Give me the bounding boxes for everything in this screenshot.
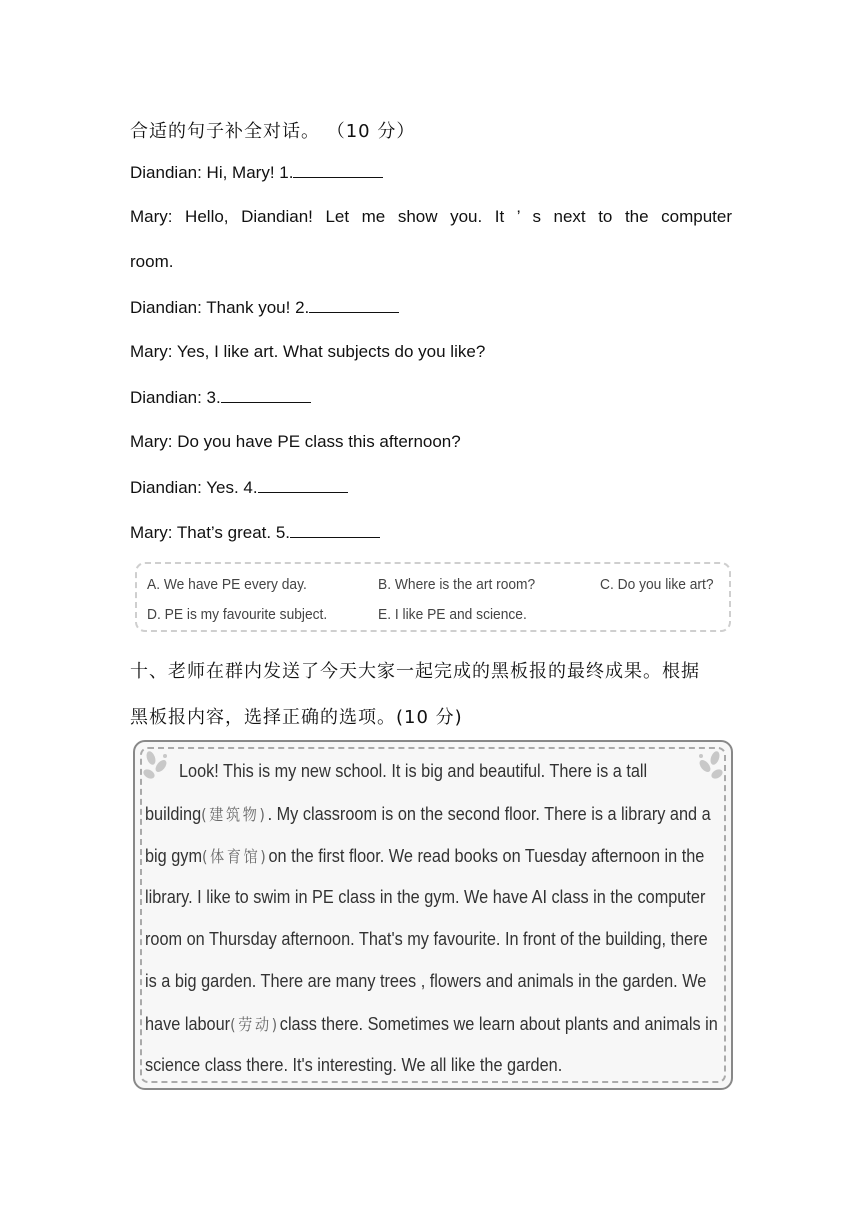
section-10-instruction-line-1: 十、老师在群内发送了今天大家一起完成的黑板报的最终成果。根据 — [130, 661, 700, 682]
board-line-2 — [145, 802, 711, 825]
answer-blank-4[interactable] — [258, 477, 348, 493]
answer-blank-2[interactable] — [309, 297, 399, 313]
chinese-gloss: (建筑物) — [201, 805, 268, 824]
option-d: D. PE is my favourite subject. — [147, 606, 328, 623]
dialogue-line-7 — [130, 477, 348, 498]
dialogue-text: Diandian: Hi, Mary! 1. — [130, 163, 294, 182]
dialogue-line-1 — [130, 162, 383, 183]
option-b: B. Where is the art room? — [378, 576, 536, 593]
dialogue-line-2-cont: room. — [130, 252, 174, 271]
chinese-gloss: (体育馆) — [202, 847, 269, 866]
dialogue-line-4: Mary: Yes, I like art. What subjects do you like? — [130, 342, 486, 361]
dialogue-line-8 — [130, 522, 380, 543]
dialogue-text: Diandian: 3. — [130, 388, 221, 407]
dialogue-line-6: Mary: Do you have PE class this afternoon? — [130, 432, 461, 451]
answer-blank-1[interactable] — [293, 162, 383, 178]
board-line-4: library. I like to swim in PE class in the gym. We have AI class in the computer — [145, 886, 706, 907]
board-text: class there. Sometimes we learn about plants and animals in — [279, 1013, 718, 1034]
board-line-7 — [145, 1012, 718, 1035]
option-e: E. I like PE and science. — [378, 606, 527, 623]
dialogue-text: Diandian: Thank you! 2. — [130, 298, 310, 317]
board-line-3 — [145, 844, 704, 867]
options-box — [135, 562, 731, 632]
dialogue-line-5 — [130, 387, 311, 408]
dialogue-text: Diandian: Yes. 4. — [130, 478, 258, 497]
section-10-instruction-line-2: 黑板报内容，选择正确的选项。(10 分) — [130, 707, 463, 728]
leaf-ornament-icon — [141, 750, 175, 784]
section-9-instruction: 合适的句子补全对话。 （10 分） — [130, 121, 416, 142]
board-line-6: is a big garden. There are many trees , flowers and animals in the garden. We — [145, 970, 707, 991]
chinese-gloss: (劳动) — [230, 1015, 280, 1034]
board-text: on the first floor. We read books on Tuesday afternoon in the — [268, 845, 705, 866]
board-text: . My classroom is on the second floor. There is a library and a — [267, 803, 711, 824]
option-a: A. We have PE every day. — [147, 576, 307, 593]
dialogue-text: Mary: That’s great. 5. — [130, 523, 290, 542]
leaf-ornament-icon — [691, 750, 725, 784]
board-line-8: science class there. It's interesting. We all like the garden. — [145, 1054, 563, 1075]
answer-blank-3[interactable] — [221, 387, 311, 403]
board-text: big gym — [145, 845, 203, 866]
answer-blank-5[interactable] — [290, 522, 380, 538]
board-line-1: Look! This is my new school. It is big and beautiful. There is a tall — [179, 760, 648, 781]
dialogue-line-3 — [130, 297, 399, 318]
option-c: C. Do you like art? — [600, 576, 714, 593]
board-line-5: room on Thursday afternoon. That's my favourite. In front of the building, there — [145, 928, 708, 949]
board-text: have labour — [145, 1013, 231, 1034]
blackboard-newsletter — [133, 740, 733, 1090]
dialogue-line-2: Mary: Hello, Diandian! Let me show you. It ’ s next to the computer — [130, 207, 732, 226]
board-text: building — [145, 803, 202, 824]
